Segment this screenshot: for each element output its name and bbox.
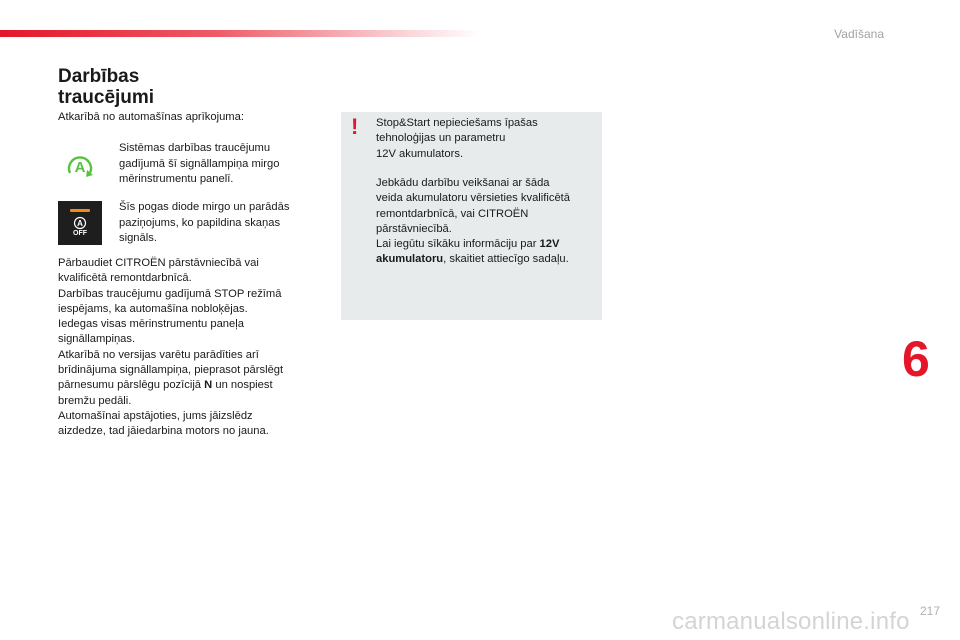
top-accent-bar [0,30,480,37]
body-line-gear [58,378,320,393]
note-paragraph-1 [376,116,598,162]
a-off-button-icon [58,201,102,245]
stop-start-a-green-icon [58,143,102,187]
note-line: pārstāvniecībā. [376,222,452,235]
note-line: tehnoloģijas un parametru [376,132,506,145]
svg-text:A: A [74,159,86,176]
body-line: Iedegas visas mērinstrumentu paneļa [58,318,244,331]
section-title: Vadīšana [834,27,884,41]
body-line: kvalificētā remontdarbnīcā. [58,272,192,285]
off-label: OFF [73,229,87,237]
note-line: veida akumulatoru vērsieties kvalificētā [376,192,571,205]
heading-line-1: Darbības [58,66,140,87]
page-number: 217 [919,604,940,618]
note-line: Stop&Start nepieciešams īpašas [376,117,538,129]
button-led-icon [70,209,90,212]
item-line: Sistēmas darbības traucējumu [119,142,271,154]
text-span: pārnesumu pārslēgu pozīcijā [58,379,205,392]
item-line: mērinstrumentu panelī. [119,173,234,185]
note-line: Jebkādu darbību veikšanai ar šāda [376,177,550,189]
body-line: bremžu pedāli. [58,394,132,407]
bold-span: 12V [539,238,560,251]
bold-span: akumulatoru [376,253,444,266]
note-line: 12V akumulators. [376,147,464,160]
svg-text:A: A [77,218,83,228]
item-button-led-text [119,200,319,247]
item-line: Šīs pogas diode mirgo un parādās [119,201,290,213]
text-span: , skaitiet attiecīgo sadaļu. [443,253,569,266]
body-line: iespējams, ka automašīna nobloķējas. [58,302,248,315]
item-line: signāls. [119,232,157,244]
note-line [376,252,598,267]
body-line: Darbības traucējumu gadījumā STOP režīmā [58,287,282,300]
a-circle-icon [71,216,89,230]
body-line: Pārbaudiet CITROËN pārstāvniecībā vai [58,257,259,269]
item-line: paziņojums, ko papildina skaņas [119,216,281,229]
watermark: carmanualsonline.info [672,608,910,635]
intro-text: Atkarībā no automašīnas aprīkojuma: [58,111,244,123]
chapter-number: 6 [902,331,930,387]
body-line: aizdedze, tad jāiedarbina motors no jauna. [58,425,269,438]
body-line: signāllampiņas. [58,333,136,346]
item-warning-lamp-text [119,141,319,188]
note-line [376,237,598,252]
text-span: un nospiest [212,379,273,392]
gear-position: N [204,379,213,392]
body-line: brīdinājuma signāllampiņa, pieprasot pārslēgt [58,364,284,377]
note-box [341,112,602,320]
text-span: Lai iegūtu sīkāku informāciju par [376,238,540,251]
item-line: gadījumā šī signāllampiņa mirgo [119,157,280,170]
body-line: Atkarībā no versijas varētu parādīties arī [58,348,259,361]
heading-line-2: traucējumi [58,87,155,108]
note-paragraph-2 [376,176,598,268]
body-line: Automašīnai apstājoties, jums jāizslēdz [58,409,253,422]
exclamation-icon: ! [351,114,359,139]
body-text [58,256,320,440]
page-heading [58,66,258,108]
note-line: remontdarbnīcā, vai CITROËN [376,207,529,220]
